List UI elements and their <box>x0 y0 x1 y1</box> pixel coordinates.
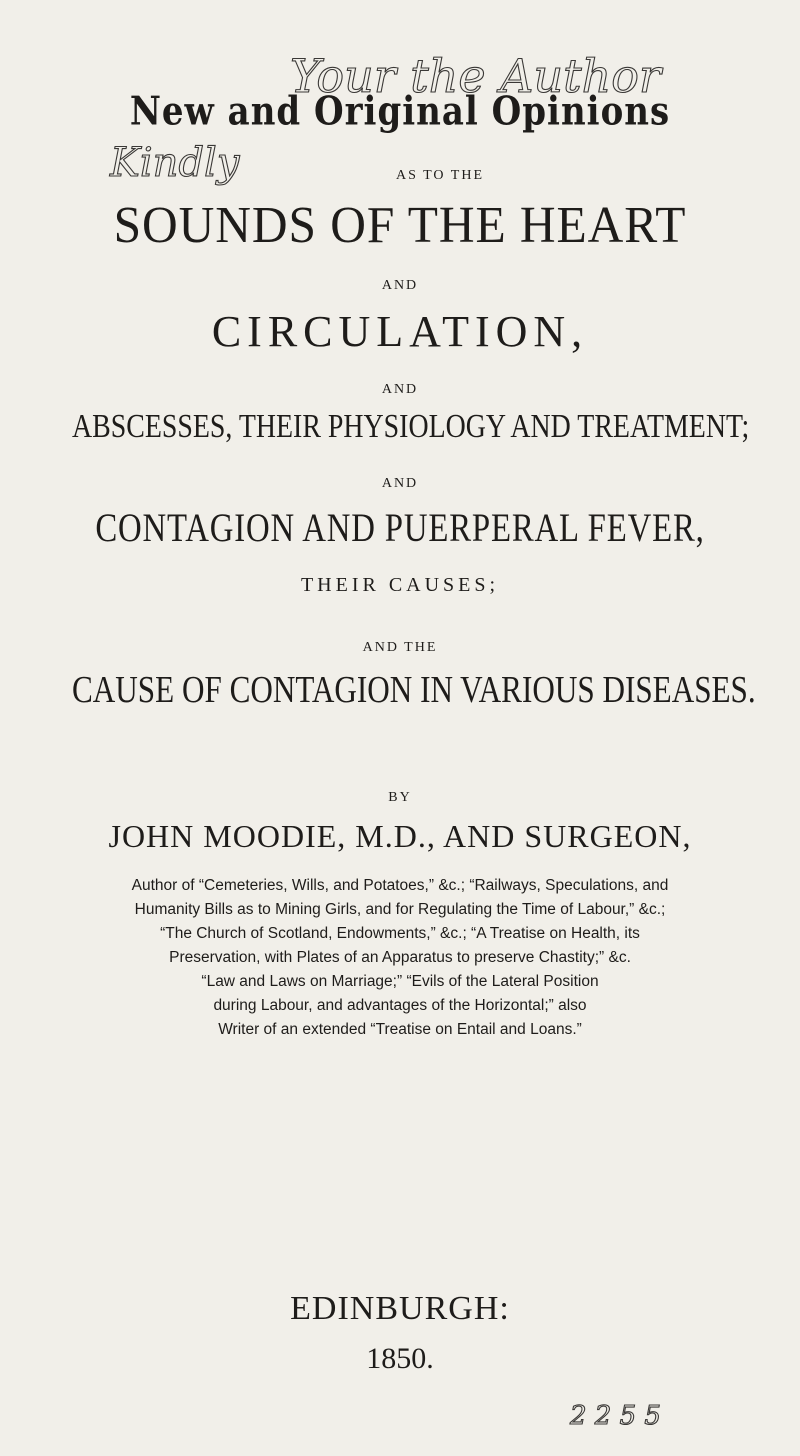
and-label-3: AND <box>381 476 419 491</box>
contagion-title: CONTAGION AND PUERPERAL FEVER, <box>95 505 705 550</box>
abscesses-title: ABSCESSES, THEIR PHYSIOLOGY AND TREATMENT; <box>72 408 750 445</box>
publication-place: EDINBURGH: <box>290 1290 510 1327</box>
cause-title: CAUSE OF CONTAGION IN VARIOUS DISEASES. <box>72 669 756 711</box>
publication-year: 1850. <box>366 1342 434 1375</box>
gothic-headline: New and Original Opinions <box>129 88 671 135</box>
author-works-line: “Law and Laws on Marriage;” “Evils of the Lateral Position <box>201 973 599 990</box>
author-works-line: Preservation, with Plates of an Apparatus to preserve Chastity;” &c. <box>169 949 631 966</box>
author-works-line: Author of “Cemeteries, Wills, and Potatoes,” &c.; “Railways, Speculations, and <box>131 877 669 894</box>
handwritten-corner: 2 2 5 5 <box>570 1401 661 1431</box>
and-the-label: AND THE <box>362 640 438 655</box>
author-works <box>60 874 740 1042</box>
and-label-1: AND <box>381 278 419 293</box>
by-label: BY <box>388 790 412 805</box>
handwritten-middle: Kindly <box>110 140 240 186</box>
handwritten-top: Your the Author <box>290 49 661 103</box>
author-works-line: Writer of an extended “Treatise on Entail and Loans.” <box>218 1021 582 1038</box>
as-to-the-label: AS TO THE <box>395 168 484 183</box>
circulation-title: CIRCULATION, <box>211 307 589 356</box>
author-works-line: during Labour, and advantages of the Horizontal;” also <box>213 997 587 1014</box>
author-works-line: “The Church of Scotland, Endowments,” &c.; “A Treatise on Health, its <box>160 925 640 942</box>
main-title: SOUNDS OF THE HEART <box>113 197 687 254</box>
and-label-2: AND <box>381 382 419 397</box>
their-causes-label: THEIR CAUSES; <box>300 574 500 596</box>
author-works-line: Humanity Bills as to Mining Girls, and for Regulating the Time of Labour,” &c.; <box>134 901 666 918</box>
author-name: JOHN MOODIE, M.D., AND SURGEON, <box>108 818 692 854</box>
